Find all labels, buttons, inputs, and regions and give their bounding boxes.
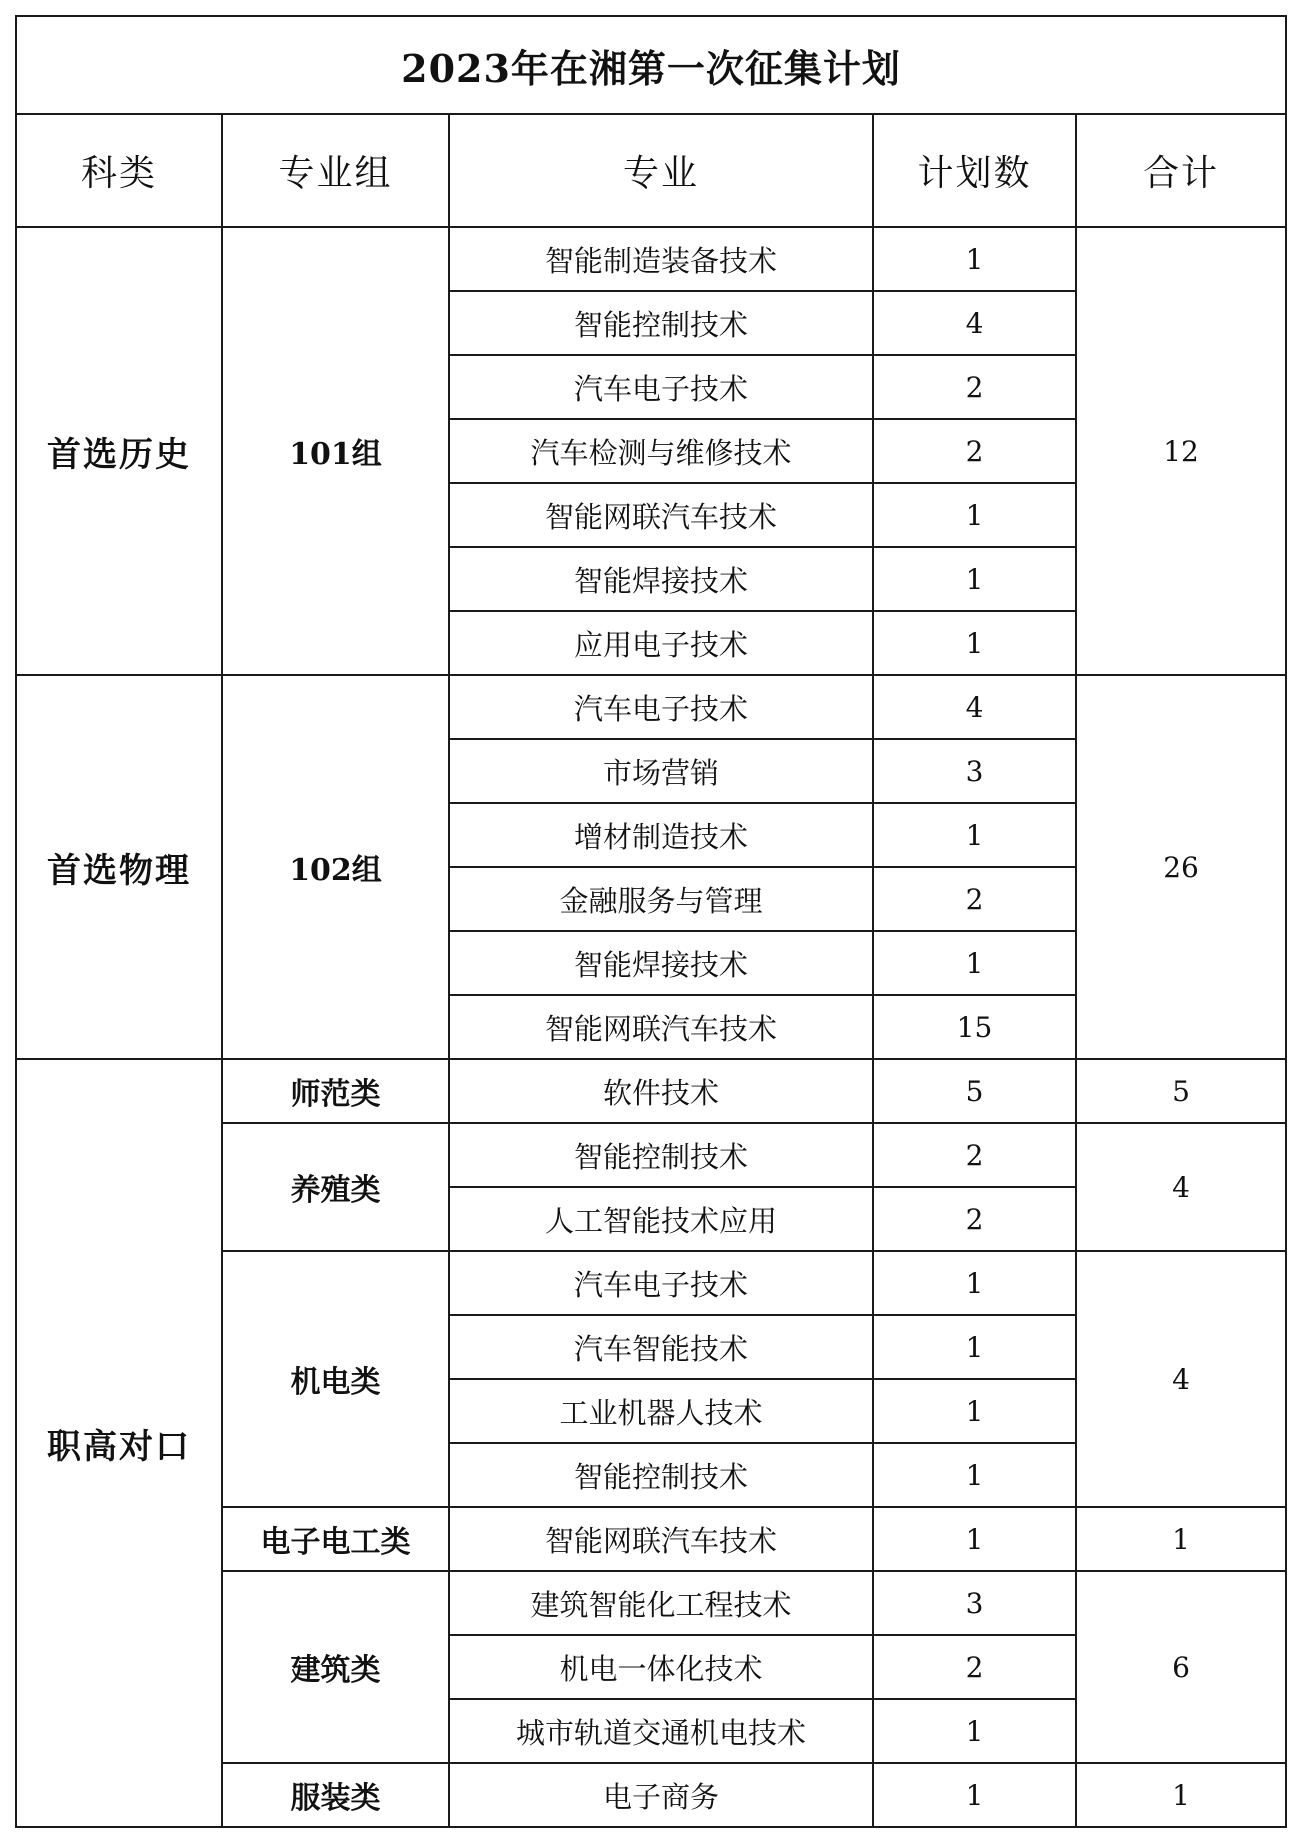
plan-count-cell: 2 <box>873 1187 1076 1251</box>
plan-count-cell: 1 <box>873 1251 1076 1315</box>
major-cell: 机电一体化技术 <box>449 1635 873 1699</box>
plan-count-cell: 2 <box>873 355 1076 419</box>
major-cell: 金融服务与管理 <box>449 867 873 931</box>
major-cell: 市场营销 <box>449 739 873 803</box>
major-cell: 应用电子技术 <box>449 611 873 675</box>
plan-count-cell: 4 <box>873 291 1076 355</box>
plan-count-cell: 2 <box>873 867 1076 931</box>
major-cell: 软件技术 <box>449 1059 873 1123</box>
plan-count-cell: 3 <box>873 739 1076 803</box>
header-category: 科类 <box>16 114 222 227</box>
major-cell: 智能网联汽车技术 <box>449 483 873 547</box>
group-cell: 101组 <box>222 227 449 675</box>
group-cell: 102组 <box>222 675 449 1059</box>
plan-count-cell: 1 <box>873 547 1076 611</box>
group-total-cell: 1 <box>1076 1507 1286 1571</box>
header-major: 专业 <box>449 114 873 227</box>
major-cell: 智能控制技术 <box>449 291 873 355</box>
major-cell: 智能焊接技术 <box>449 547 873 611</box>
plan-count-cell: 1 <box>873 227 1076 291</box>
group-cell: 建筑类 <box>222 1571 449 1763</box>
major-cell: 智能制造装备技术 <box>449 227 873 291</box>
table-body <box>16 227 1286 1827</box>
group-cell: 师范类 <box>222 1059 449 1123</box>
plan-count-cell: 3 <box>873 1571 1076 1635</box>
major-cell: 建筑智能化工程技术 <box>449 1571 873 1635</box>
major-cell: 汽车电子技术 <box>449 675 873 739</box>
plan-count-cell: 1 <box>873 483 1076 547</box>
group-cell: 电子电工类 <box>222 1507 449 1571</box>
group-total-cell: 6 <box>1076 1571 1286 1763</box>
major-cell: 智能控制技术 <box>449 1443 873 1507</box>
group-total-cell: 5 <box>1076 1059 1286 1123</box>
major-cell: 智能网联汽车技术 <box>449 1507 873 1571</box>
plan-count-cell: 1 <box>873 1315 1076 1379</box>
table-row <box>16 227 1286 291</box>
group-cell: 服装类 <box>222 1763 449 1827</box>
major-cell: 智能控制技术 <box>449 1123 873 1187</box>
major-cell: 城市轨道交通机电技术 <box>449 1699 873 1763</box>
plan-count-cell: 1 <box>873 931 1076 995</box>
major-cell: 汽车智能技术 <box>449 1315 873 1379</box>
major-cell: 汽车电子技术 <box>449 355 873 419</box>
major-cell: 人工智能技术应用 <box>449 1187 873 1251</box>
plan-count-cell: 1 <box>873 1763 1076 1827</box>
header-total: 合计 <box>1076 114 1286 227</box>
group-total-cell: 4 <box>1076 1251 1286 1507</box>
header-group: 专业组 <box>222 114 449 227</box>
category-cell: 职高对口 <box>16 1059 222 1827</box>
plan-count-cell: 1 <box>873 1379 1076 1443</box>
group-total-cell: 1 <box>1076 1763 1286 1827</box>
plan-count-cell: 2 <box>873 1123 1076 1187</box>
plan-count-cell: 1 <box>873 1699 1076 1763</box>
enrollment-plan-table <box>15 15 1287 1828</box>
plan-count-cell: 4 <box>873 675 1076 739</box>
major-cell: 汽车电子技术 <box>449 1251 873 1315</box>
group-total-cell: 26 <box>1076 675 1286 1059</box>
table-title: 2023年在湘第一次征集计划 <box>16 16 1286 114</box>
plan-count-cell: 1 <box>873 803 1076 867</box>
group-cell: 机电类 <box>222 1251 449 1507</box>
plan-count-cell: 1 <box>873 1443 1076 1507</box>
major-cell: 电子商务 <box>449 1763 873 1827</box>
group-cell: 养殖类 <box>222 1123 449 1251</box>
plan-count-cell: 5 <box>873 1059 1076 1123</box>
major-cell: 智能网联汽车技术 <box>449 995 873 1059</box>
plan-count-cell: 1 <box>873 1507 1076 1571</box>
major-cell: 增材制造技术 <box>449 803 873 867</box>
table-title-row <box>16 16 1286 114</box>
table-row <box>16 675 1286 739</box>
major-cell: 智能焊接技术 <box>449 931 873 995</box>
table-row <box>16 1059 1286 1123</box>
header-plan-count: 计划数 <box>873 114 1076 227</box>
group-total-cell: 12 <box>1076 227 1286 675</box>
plan-count-cell: 2 <box>873 1635 1076 1699</box>
category-cell: 首选物理 <box>16 675 222 1059</box>
major-cell: 汽车检测与维修技术 <box>449 419 873 483</box>
category-cell: 首选历史 <box>16 227 222 675</box>
plan-count-cell: 1 <box>873 611 1076 675</box>
group-total-cell: 4 <box>1076 1123 1286 1251</box>
plan-count-cell: 15 <box>873 995 1076 1059</box>
table-header-row <box>16 114 1286 227</box>
major-cell: 工业机器人技术 <box>449 1379 873 1443</box>
plan-count-cell: 2 <box>873 419 1076 483</box>
